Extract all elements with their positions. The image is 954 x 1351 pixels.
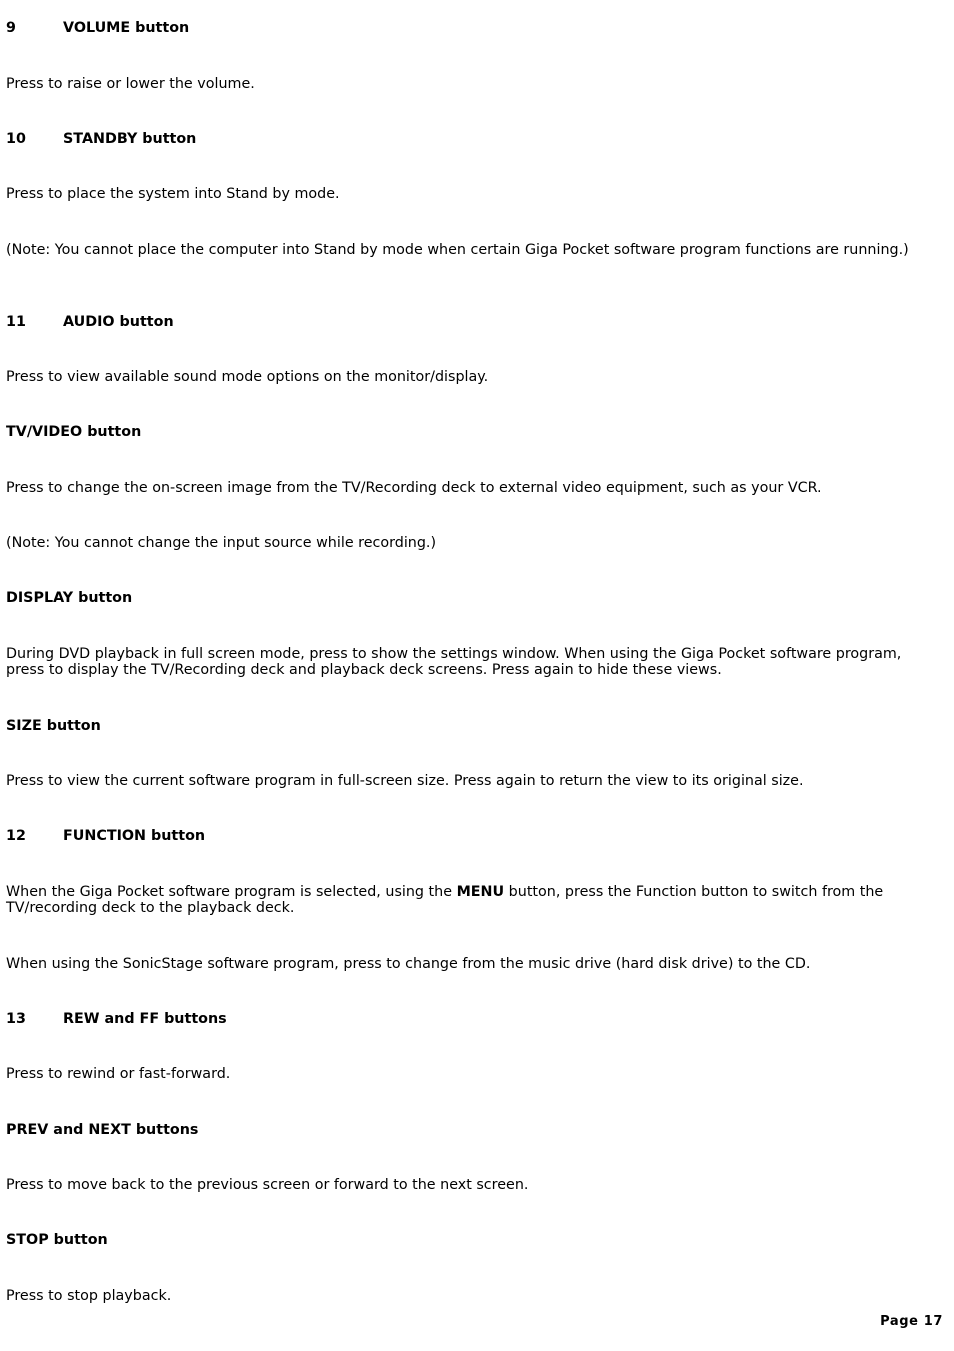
paragraph: Press to raise or lower the volume. [6, 76, 255, 92]
heading-title: AUDIO button [63, 314, 174, 330]
paragraph: During DVD playback in full screen mode, press to show the settings window. When using the Giga Pocket software program, press to display the TV/Recording deck and playback deck screens. Press again to hide these views. [6, 646, 902, 678]
paragraph: Press to view available sound mode options on the monitor/display. [6, 369, 489, 385]
heading-title: FUNCTION button [63, 828, 206, 844]
note-paragraph: (Note: You cannot change the input source while recording.) [6, 535, 437, 551]
paragraph: Press to move back to the previous screen or forward to the next screen. [6, 1177, 529, 1193]
paragraph: Press to rewind or fast-forward. [6, 1066, 231, 1082]
heading-number: 12 [6, 828, 26, 844]
heading-display: DISPLAY button [6, 590, 133, 606]
heading-number: 13 [6, 1011, 26, 1027]
paragraph: When using the SonicStage software program, press to change from the music drive (hard disk drive) to the CD. [6, 956, 811, 972]
note-paragraph: (Note: You cannot place the computer into Stand by mode when certain Giga Pocket software program functions are running.) [6, 242, 909, 258]
paragraph: Press to place the system into Stand by mode. [6, 186, 340, 202]
heading-title: VOLUME button [63, 20, 190, 36]
paragraph: Press to stop playback. [6, 1288, 172, 1304]
menu-emphasis: MENU [456, 884, 505, 900]
text-run: When the Giga Pocket software program is selected, using the [6, 884, 457, 900]
heading-rew-ff [6, 1011, 940, 1027]
heading-tv-video: TV/VIDEO button [6, 424, 142, 440]
heading-prev-next: PREV and NEXT buttons [6, 1122, 199, 1138]
text-run: button, press the Function button to switch from the TV/recording deck to the playback deck. [6, 884, 884, 916]
paragraph: Press to view the current software program in full-screen size. Press again to return the view to its original size. [6, 773, 804, 789]
heading-title: REW and FF buttons [63, 1011, 227, 1027]
heading-number: 11 [6, 314, 26, 330]
heading-volume [6, 20, 940, 36]
heading-number: 10 [6, 131, 26, 147]
heading-function [6, 828, 940, 844]
heading-number: 9 [6, 20, 16, 36]
paragraph: Press to change the on-screen image from the TV/Recording deck to external video equipment, such as your VCR. [6, 480, 822, 496]
heading-audio [6, 314, 940, 330]
heading-title: STANDBY button [63, 131, 197, 147]
page-number: Page 17 [880, 1314, 943, 1329]
heading-size: SIZE button [6, 718, 101, 734]
paragraph [6, 884, 940, 916]
heading-standby [6, 131, 940, 147]
heading-stop: STOP button [6, 1232, 108, 1248]
